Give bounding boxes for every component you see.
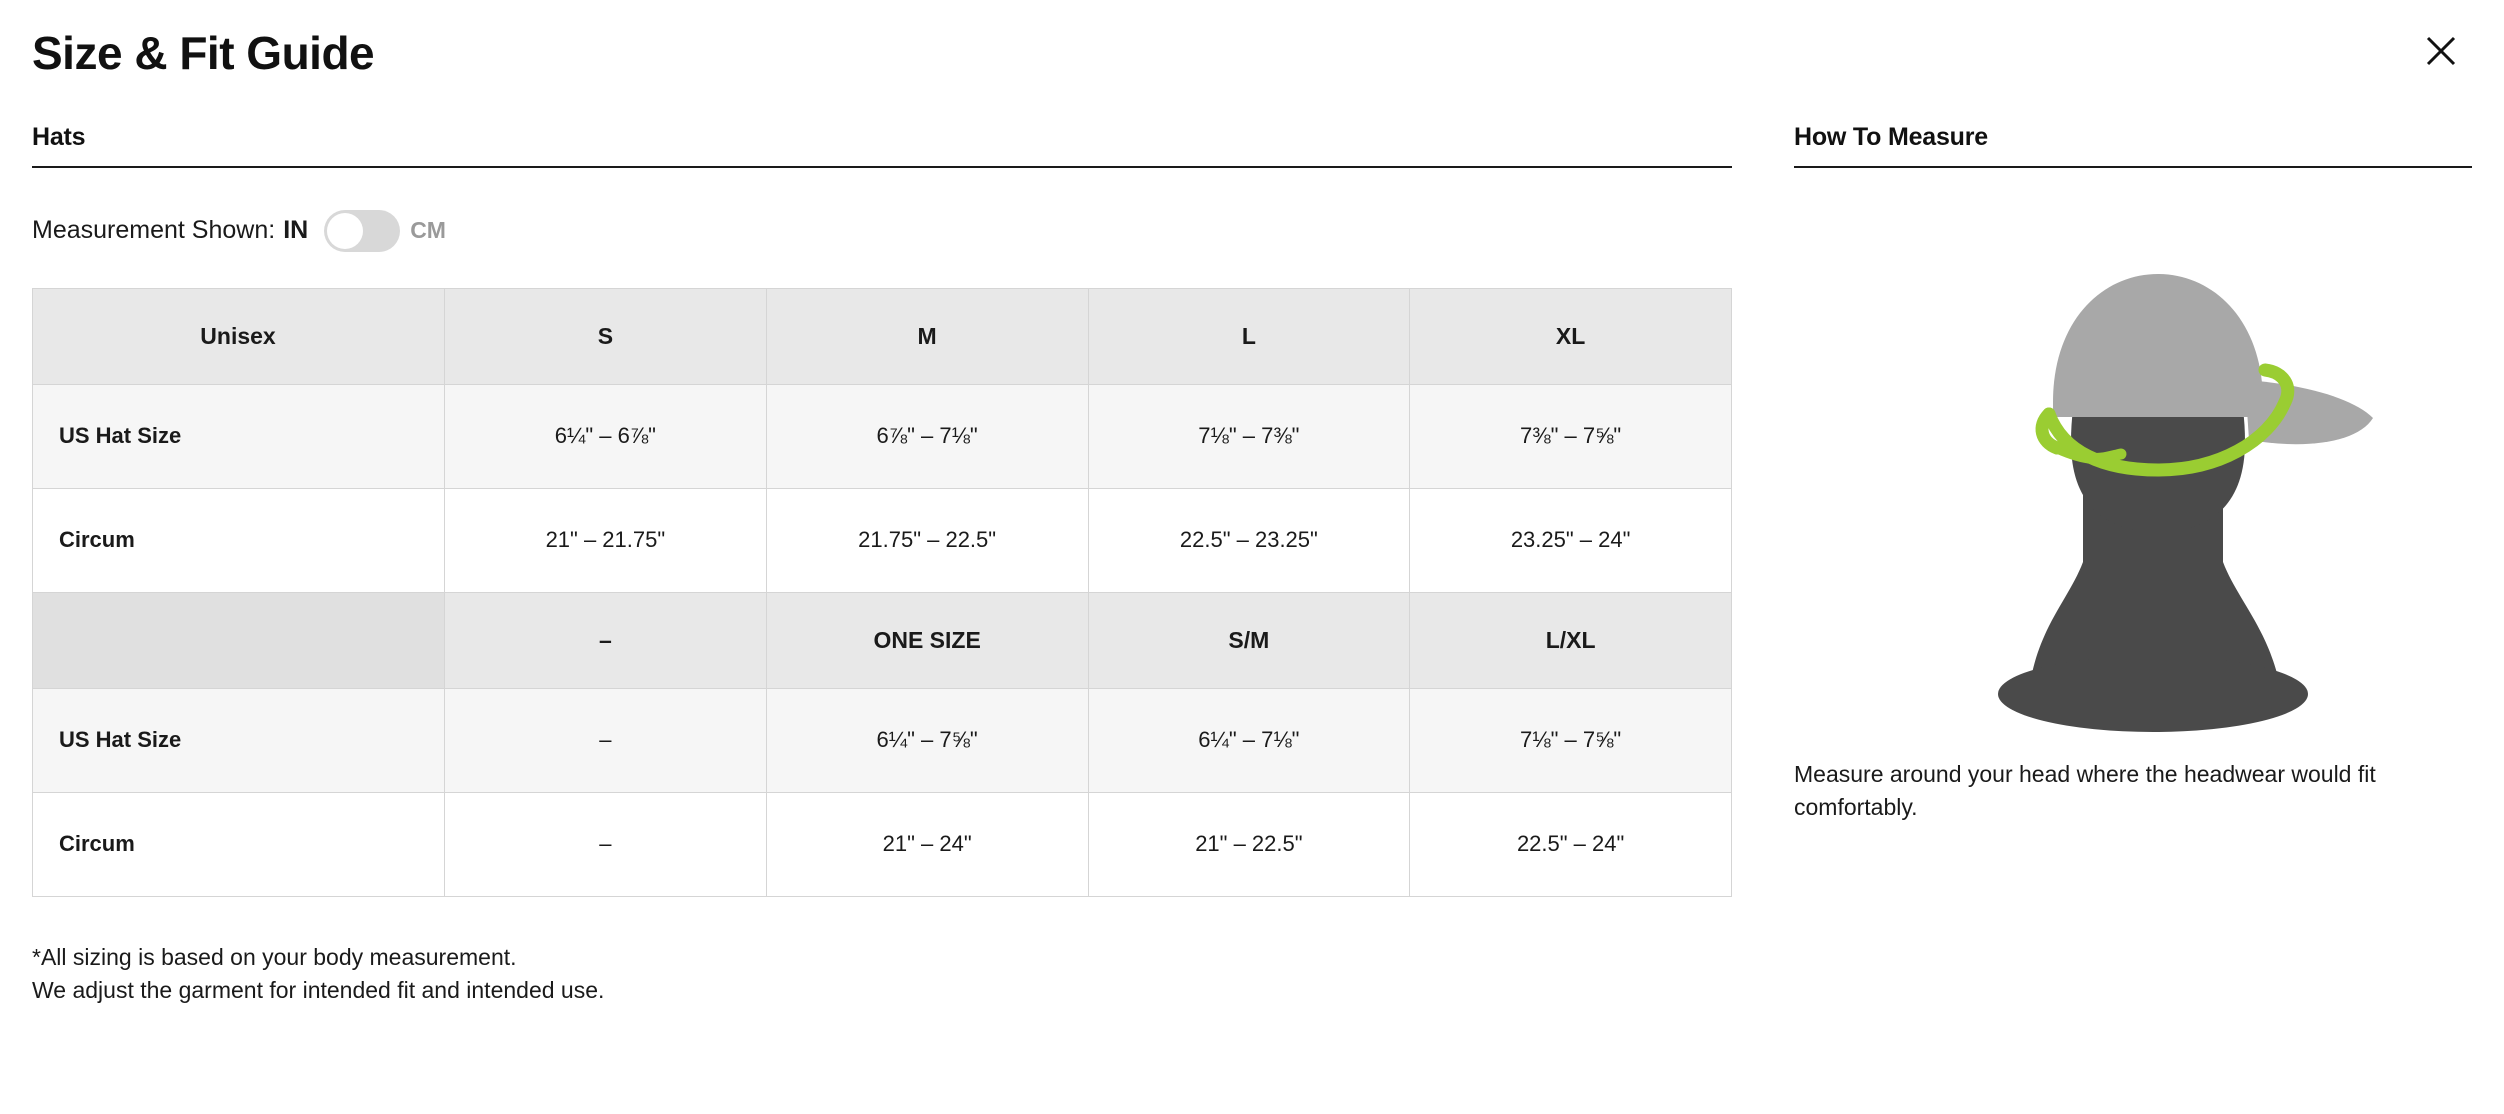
measurement-unit-row [32, 210, 1732, 252]
subheader-cell: S/M [1088, 592, 1410, 688]
table-header-cell: S [445, 288, 767, 384]
subheader-cell: – [445, 592, 767, 688]
table-cell: 7⅜" – 7⅝" [1410, 384, 1732, 488]
row-label: US Hat Size [33, 384, 445, 488]
table-subheader-row [33, 592, 1732, 688]
table-cell: 22.5" – 23.25" [1088, 488, 1410, 592]
section-title-hats: Hats [32, 123, 1732, 168]
subheader-cell: ONE SIZE [766, 592, 1088, 688]
table-cell: 7⅛" – 7⅜" [1088, 384, 1410, 488]
page-title: Size & Fit Guide [32, 27, 375, 79]
table-cell: 7⅛" – 7⅝" [1410, 688, 1732, 792]
table-header-cell: L [1088, 288, 1410, 384]
table-cell: 22.5" – 24" [1410, 792, 1732, 896]
unit-toggle[interactable] [324, 210, 400, 252]
footnote-line-2: We adjust the garment for intended fit and intended use. [32, 976, 605, 1003]
how-to-measure-panel [1764, 123, 2472, 1008]
footnote-line-1: *All sizing is based on your body measurement. [32, 943, 517, 970]
subheader-label [33, 592, 445, 688]
table-row [33, 488, 1732, 592]
table-header-row [33, 288, 1732, 384]
table-cell: 6⅞" – 7⅛" [766, 384, 1088, 488]
toggle-knob [327, 213, 363, 249]
close-icon[interactable] [2418, 28, 2464, 74]
sizing-footnote [32, 941, 1732, 1008]
table-cell: 23.25" – 24" [1410, 488, 1732, 592]
measurement-label: Measurement Shown: [32, 216, 276, 245]
section-title-how-to-measure: How To Measure [1794, 123, 2472, 168]
table-cell: 21.75" – 22.5" [766, 488, 1088, 592]
table-cell: 21" – 24" [766, 792, 1088, 896]
table-row [33, 792, 1732, 896]
table-row [33, 688, 1732, 792]
table-cell: 6¼" – 7⅝" [766, 688, 1088, 792]
unit-cm-label: CM [410, 217, 446, 244]
table-header-cell: XL [1410, 288, 1732, 384]
table-cell: 21" – 22.5" [1088, 792, 1410, 896]
table-header-cell: M [766, 288, 1088, 384]
row-label: Circum [33, 488, 445, 592]
table-cell: – [445, 792, 767, 896]
table-cell: 21" – 21.75" [445, 488, 767, 592]
row-label: US Hat Size [33, 688, 445, 792]
table-row [33, 384, 1732, 488]
measure-caption: Measure around your head where the headwear would fit comfortably. [1794, 760, 2376, 820]
size-chart-panel [32, 123, 1764, 1008]
table-cell: 6¼" – 7⅛" [1088, 688, 1410, 792]
row-label: Circum [33, 792, 445, 896]
head-measure-illustration [1794, 202, 2472, 732]
table-cell: – [445, 688, 767, 792]
guide-columns [32, 123, 2472, 1008]
table-header-cell: Unisex [33, 288, 445, 384]
subheader-cell: L/XL [1410, 592, 1732, 688]
hats-size-table [32, 288, 1732, 897]
table-cell: 6¼" – 6⅞" [445, 384, 767, 488]
unit-in-label: IN [283, 216, 309, 245]
